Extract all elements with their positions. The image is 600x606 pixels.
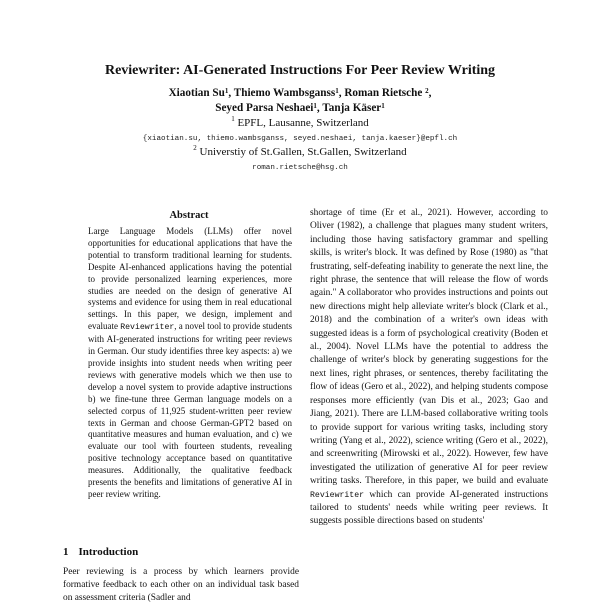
affiliation-name: Universtiy of St.Gallen, St.Gallen, Switzerland xyxy=(199,146,407,158)
affiliation-2-email: roman.rietsche@hsg.ch xyxy=(252,164,348,172)
author-name: Roman Rietsche xyxy=(344,87,423,99)
section-number: 1 xyxy=(63,546,69,558)
abstract-text xyxy=(88,226,292,501)
author-affiliation-marker: 2 xyxy=(425,87,429,95)
paper-title: Reviewriter: AI-Generated Instructions For Peer Review Writing xyxy=(104,63,496,78)
author-name: Seyed Parsa Neshaei xyxy=(215,102,314,114)
author-affiliation-marker: 1 xyxy=(381,102,385,110)
author-name: Thiemo Wambsganss xyxy=(233,87,336,99)
abstract-heading: Abstract xyxy=(169,210,209,221)
author-name: Xiaotian Su xyxy=(168,87,225,99)
body-text-part: which can provide AI-generated instructions tailored to students' needs while writing peer reviews. It suggests possible directions based on students' xyxy=(310,489,548,527)
affiliation-marker: 1 xyxy=(231,115,235,123)
author-affiliation-marker: 1 xyxy=(224,87,229,95)
affiliation-name: EPFL, Lausanne, Switzerland xyxy=(237,117,369,129)
author-affiliation-marker: 1 xyxy=(335,87,339,95)
author-line-2: Seyed Parsa Neshaei$^1$, Tanja Käser$^1$ xyxy=(215,102,385,114)
author-line-1: Xiaotian Su$^1$, Thiemo Wambsganss$^1$, Roman Rietsche $^2$, xyxy=(168,87,432,99)
body-text-part: shortage of time (Er et al., 2021). However, according to Oliver (1982), a challenge that plagues many student writers, including those having satisfactory grammar and spelling skills, is writer's block. It was defined by Rose (1980) as "that frustrating, self-defeating inability to generate the next line, the right phrase, the sentence that will release the flow of words again." A collaborator who provides instructions and points out new directions might help alleviate writer's block (Clark et al., 2018) and the combination of a writer's own ideas with suggested ideas is a form of psychological creativity (Boden et al., 2004). Novel LLMs have the potential to address the challenge of writer's block by generating suggestions for the next lines, right phrases, or sentences, thereby facilitating the flow of ideas (Gero et al., 2022), and helping students compose responses more efficiently (van Dis et al., 2023; Gao and Jiang, 2021). There are LLM-based collaborative writing tools to provide support for various writing tasks, including story writing (Yang et al., 2022), science writing (Gero et al., 2022), and screenwriting (Mirowski et al., 2022). However, few have investigated the utilization of generative AI for peer review writing tasks. Therefore, in this paper, we build and evaluate xyxy=(310,208,548,487)
affiliation-1 xyxy=(0,117,600,129)
section-title: Introduction xyxy=(78,546,139,558)
section-heading-introduction xyxy=(63,546,138,558)
introduction-text: Peer reviewing is a process by which learners provide formative feedback to each other on an individual task based on assessment criteria (Sadler and xyxy=(63,567,299,604)
system-name: Reviewriter xyxy=(120,323,175,333)
right-column-text xyxy=(310,207,548,529)
author-list xyxy=(0,86,600,116)
affiliation-1-email: {xiaotian.su, thiemo.wambsganss, seyed.neshaei, tanja.kaeser}@epfl.ch xyxy=(142,135,458,143)
system-name: Reviewriter xyxy=(310,490,365,500)
author-affiliation-marker: 1 xyxy=(313,102,317,110)
abstract-text-part: , a novel tool to provide students with AI-generated instructions for writing peer reviews in German. Our study identifies three key aspects: a) we provide insights into student needs when writing peer reviews with generative models which we then use to develop a novel system to provide adaptive instructions b) we fine-tune three German language models on a selected corpus of 11,925 student-written peer review texts in German and choose German-GPT2 based on quantitative measures and human evaluation, and c) we evaluate our tool with fourteen students, revealing positive technology acceptance based on quantitative measures. Additionally, the qualitative feedback presents the benefits and limitations of generative AI in peer review writing. xyxy=(88,321,293,499)
affiliation-marker: 2 xyxy=(193,144,197,152)
abstract-text-part: Large Language Models (LLMs) offer novel opportunities for educational applications that have the potential to transform traditional learning for students. Despite AI-enhanced applications having the potential to provide personalized learning experiences, more studies are needed on the design of generative AI systems and evidence for using them in real educational settings. In this paper, we design, implement and evaluate xyxy=(88,226,292,332)
author-name: Tanja Käser xyxy=(322,102,382,114)
affiliation-2 xyxy=(0,146,600,158)
